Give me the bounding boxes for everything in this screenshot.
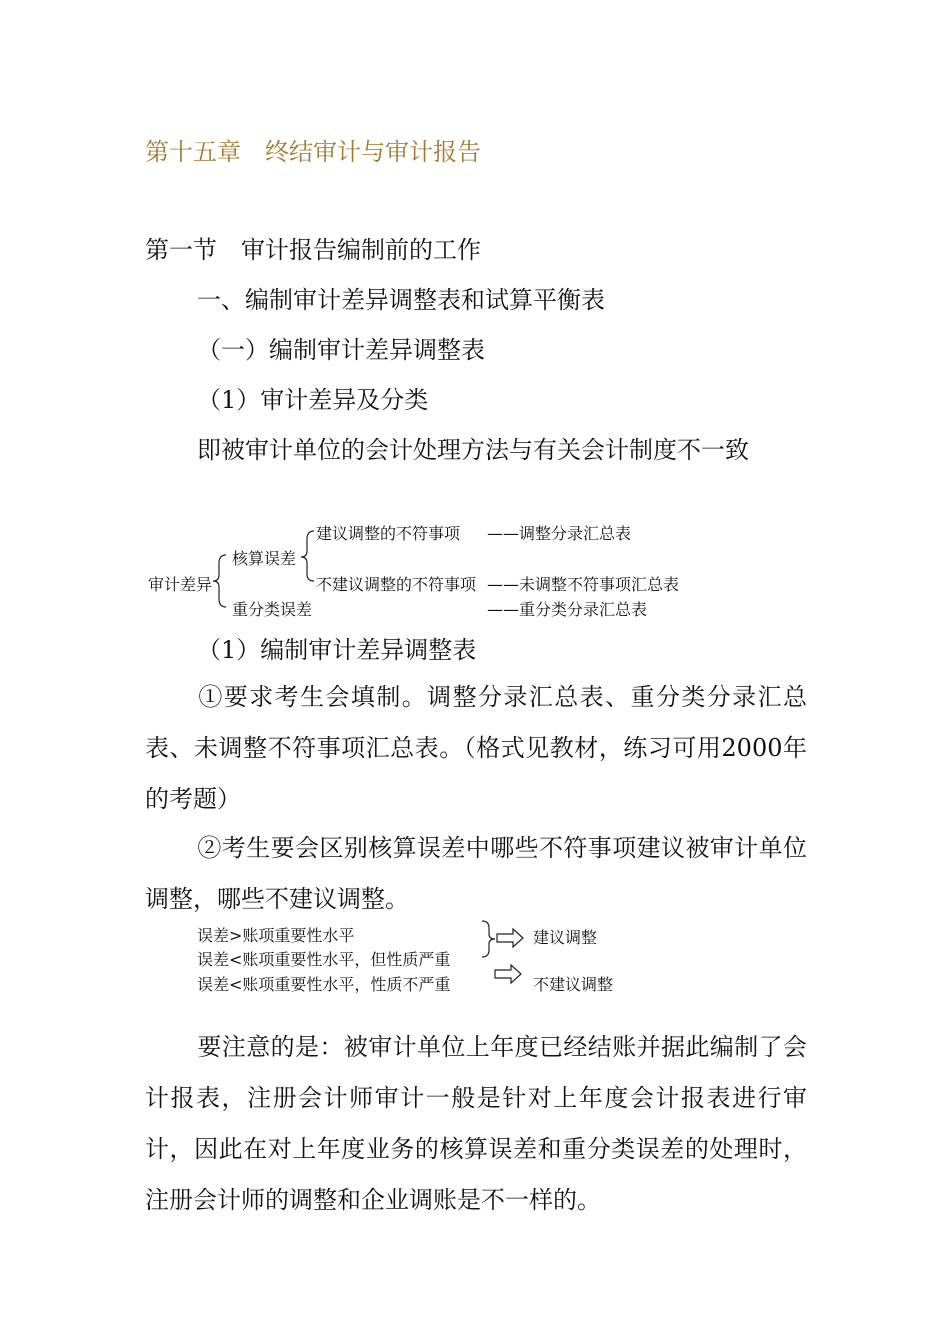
section-title: 第一节 审计报告编制前的工作 <box>145 236 481 264</box>
chapter-title: 第十五章 终结审计与审计报告 <box>145 138 481 166</box>
diagram-leaf-recommended: 建议调整的不符事项 <box>316 524 461 543</box>
diagram-result-reclassification: ——重分类分录汇总表 <box>487 600 648 619</box>
paragraph-2-text: ②考生要会区别核算误差中哪些不符事项建议被审计单位调整，哪些不建议调整。 <box>145 834 807 913</box>
diagram-root-label: 审计差异 <box>148 575 213 594</box>
paragraph-3-text: 要注意的是：被审计单位上年度已经结账并据此编制了会计报表，注册会计师审计一般是针对上年度会计报表进行审计，因此在对上年度业务的核算误差和重分类误差的处理时，注册会计师的调整和企业调账是不一样的。 <box>145 1033 807 1214</box>
diagram-leaf-not-recommended: 不建议调整的不符事项 <box>316 575 477 594</box>
result-not-recommend-adjust: 不建议调整 <box>533 975 614 994</box>
heading-1: 一、编制审计差异调整表和试算平衡表 <box>197 286 605 314</box>
heading-4: （1）编制审计差异调整表 <box>197 636 477 664</box>
paragraph-3 <box>145 1022 807 1226</box>
condition-below-materiality-serious: 误差<账项重要性水平，但性质严重 <box>197 950 451 969</box>
intro-text: 即被审计单位的会计处理方法与有关会计制度不一致 <box>197 436 749 464</box>
result-recommend-adjust: 建议调整 <box>533 928 598 947</box>
diagram-branch-accounting-error: 核算误差 <box>232 549 297 568</box>
diagram-result-adjusting-entries: ——调整分录汇总表 <box>487 524 632 543</box>
condition-above-materiality: 误差>账项重要性水平 <box>197 926 355 945</box>
diagram-branch-reclassification-error: 重分类误差 <box>232 600 313 619</box>
heading-2: （一）编制审计差异调整表 <box>197 336 485 364</box>
paragraph-1-text: ①要求考生会填制。调整分录汇总表、重分类分录汇总表、未调整不符事项汇总表。（格式见教材，练习可用2000年的考题） <box>145 683 807 813</box>
heading-3: （1）审计差异及分类 <box>197 386 429 414</box>
diagram-result-unadjusted: ——未调整不符事项汇总表 <box>487 575 680 594</box>
condition-below-materiality-not-serious: 误差<账项重要性水平，性质不严重 <box>197 975 451 994</box>
